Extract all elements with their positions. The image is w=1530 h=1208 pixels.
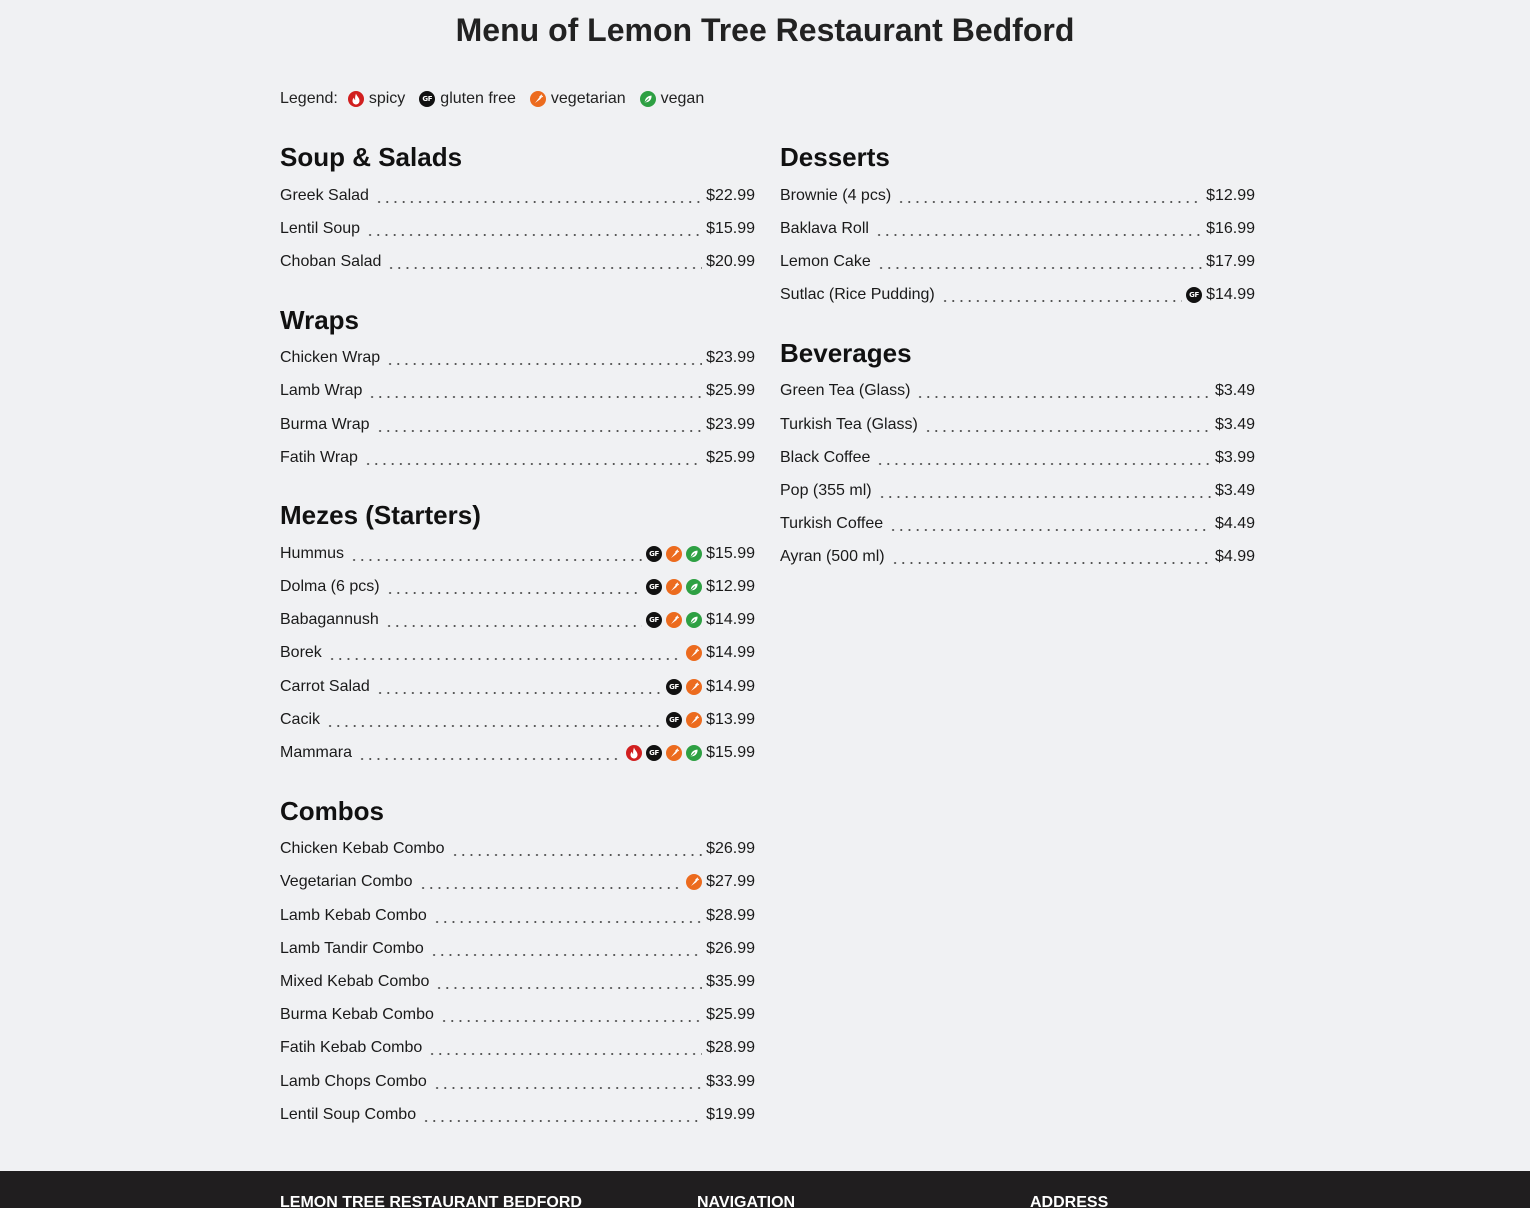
menu-item	[780, 212, 1255, 245]
dot-leader	[433, 906, 702, 926]
menu-item-price: $23.99	[706, 349, 755, 367]
menu-item-price: $15.99	[706, 219, 755, 237]
dot-leader	[385, 610, 642, 630]
menu-item-name: Hummus	[280, 544, 345, 562]
legend-item-spicy	[348, 90, 405, 108]
menu-item-price: $12.99	[1206, 186, 1255, 204]
menu-item-name: Babagannush	[280, 611, 379, 629]
legend	[280, 90, 718, 108]
dot-leader	[386, 577, 642, 597]
vegetarian-icon	[686, 679, 702, 695]
menu-item-name: Lamb Tandir Combo	[280, 939, 424, 957]
menu-item-name: Green Tea (Glass)	[780, 382, 911, 400]
menu-item-name: Dolma (6 pcs)	[280, 578, 380, 596]
menu-item-price: $4.99	[1214, 548, 1255, 566]
dietary-icons	[642, 579, 702, 595]
menu-item-price: $3.49	[1214, 415, 1255, 433]
vegan-icon	[640, 91, 656, 107]
menu-item-price: $15.99	[706, 544, 755, 562]
menu-item	[280, 245, 755, 278]
gluten-free-icon: GF	[419, 91, 435, 107]
dot-leader	[440, 1005, 702, 1025]
menu-item	[780, 245, 1255, 278]
gluten-free-icon: GF	[666, 712, 682, 728]
dietary-icons	[642, 546, 702, 562]
dot-leader	[941, 285, 1182, 305]
dietary-icons	[682, 874, 702, 890]
menu-item	[280, 375, 755, 408]
page-title: Menu of Lemon Tree Restaurant Bedford	[455, 12, 1075, 48]
menu-item-name: Black Coffee	[780, 448, 871, 466]
menu-item-price: $35.99	[706, 972, 755, 990]
menu-item-name: Mammara	[280, 744, 353, 762]
gluten-free-icon: GF	[1186, 287, 1202, 303]
spicy-icon	[348, 91, 364, 107]
section-gap	[280, 279, 755, 303]
dot-leader	[889, 514, 1211, 534]
dot-leader	[350, 544, 642, 564]
legend-label: Legend:	[280, 90, 338, 107]
menu-item-price: $19.99	[706, 1105, 755, 1123]
vegetarian-icon	[686, 712, 702, 728]
menu-item	[280, 899, 755, 932]
menu-item-price: $27.99	[706, 873, 755, 891]
legend-item-label: spicy	[368, 90, 406, 107]
menu-item	[780, 375, 1255, 408]
menu-item	[280, 866, 755, 899]
legend-item-vegan	[640, 90, 705, 108]
menu-item-name: Chicken Wrap	[280, 349, 381, 367]
gluten-free-icon: GF	[666, 679, 682, 695]
dot-leader	[368, 381, 702, 401]
menu-item	[280, 441, 755, 474]
menu-item-name: Lamb Wrap	[280, 382, 363, 400]
vegetarian-icon	[666, 546, 682, 562]
vegetarian-icon	[530, 91, 546, 107]
menu-item-name: Lamb Kebab Combo	[280, 906, 427, 924]
section-gap	[280, 474, 755, 498]
footer-heading-address: ADDRESS	[1030, 1194, 1109, 1208]
menu-item-name: Vegetarian Combo	[280, 873, 413, 891]
dot-leader	[376, 415, 703, 435]
dot-leader	[387, 252, 702, 272]
menu-item	[280, 999, 755, 1032]
legend-item-label: gluten free	[440, 90, 516, 107]
menu-item-price: $25.99	[706, 382, 755, 400]
vegetarian-icon	[666, 579, 682, 595]
dot-leader	[877, 252, 1202, 272]
dot-leader	[433, 1072, 702, 1092]
menu-item-price: $16.99	[1206, 219, 1255, 237]
vegan-icon	[686, 579, 702, 595]
menu-item	[280, 637, 755, 670]
menu-item-name: Burma Wrap	[280, 415, 370, 433]
menu-item-price: $28.99	[706, 1039, 755, 1057]
dot-leader	[386, 348, 702, 368]
menu-item	[280, 1032, 755, 1065]
menu-item-price: $3.49	[1214, 382, 1255, 400]
dot-leader	[435, 972, 702, 992]
menu-item-price: $3.99	[1214, 448, 1255, 466]
menu-item-price: $17.99	[1206, 252, 1255, 270]
gluten-free-icon: GF	[646, 745, 662, 761]
dot-leader	[878, 481, 1211, 501]
dietary-icons	[662, 679, 702, 695]
menu-item-name: Brownie (4 pcs)	[780, 186, 892, 204]
menu-item	[780, 474, 1255, 507]
menu-item	[280, 342, 755, 375]
spicy-icon	[626, 745, 642, 761]
menu-item-name: Borek	[280, 644, 322, 662]
menu-item	[280, 179, 755, 212]
dietary-icons	[1182, 287, 1202, 303]
menu-item-name: Choban Salad	[280, 252, 382, 270]
menu-item-price: $12.99	[706, 578, 755, 596]
dot-leader	[358, 743, 622, 763]
menu-column-left	[280, 140, 755, 1131]
menu-item	[780, 279, 1255, 312]
menu-item-name: Pop (355 ml)	[780, 481, 872, 499]
dot-leader	[364, 448, 702, 468]
menu-item	[280, 571, 755, 604]
menu-item-price: $22.99	[706, 186, 755, 204]
menu-item-name: Fatih Wrap	[280, 448, 358, 466]
menu-item-name: Fatih Kebab Combo	[280, 1039, 423, 1057]
vegan-icon	[686, 612, 702, 628]
menu-item-name: Lamb Chops Combo	[280, 1072, 427, 1090]
dot-leader	[422, 1105, 702, 1125]
menu-column-right	[780, 140, 1255, 574]
dot-leader	[875, 219, 1202, 239]
dot-leader	[891, 547, 1211, 567]
vegan-icon	[686, 546, 702, 562]
section-title: Beverages	[780, 337, 912, 368]
legend-item-gluten-free	[419, 90, 516, 108]
section-title: Desserts	[780, 142, 890, 172]
menu-item-price: $14.99	[706, 644, 755, 662]
section-gap	[280, 770, 755, 794]
dot-leader	[376, 677, 662, 697]
menu-item	[280, 1065, 755, 1098]
dot-leader	[924, 415, 1211, 435]
gluten-free-icon: GF	[646, 579, 662, 595]
menu-item-name: Mixed Kebab Combo	[280, 972, 430, 990]
legend-item-label: vegan	[660, 90, 705, 107]
menu-item-name: Turkish Tea (Glass)	[780, 415, 918, 433]
menu-item-name: Lemon Cake	[780, 252, 871, 270]
menu-item	[280, 670, 755, 703]
vegan-icon	[686, 745, 702, 761]
section-gap	[780, 312, 1255, 336]
menu-item	[780, 541, 1255, 574]
menu-item-name: Greek Salad	[280, 186, 369, 204]
menu-item-price: $13.99	[706, 710, 755, 728]
dot-leader	[326, 710, 662, 730]
menu-item-price: $14.99	[706, 677, 755, 695]
menu-item-name: Chicken Kebab Combo	[280, 840, 445, 858]
menu-item-name: Cacik	[280, 710, 321, 728]
menu-item	[780, 179, 1255, 212]
menu-item	[280, 736, 755, 769]
dot-leader	[366, 219, 702, 239]
dietary-icons	[622, 745, 702, 761]
menu-item-name: Carrot Salad	[280, 677, 370, 695]
menu-item-name: Baklava Roll	[780, 219, 869, 237]
menu-item	[280, 1098, 755, 1131]
menu-item-name: Lentil Soup	[280, 219, 361, 237]
dot-leader	[916, 381, 1211, 401]
dietary-icons	[682, 645, 702, 661]
site-footer	[0, 1171, 1530, 1208]
menu-item	[780, 441, 1255, 474]
footer-heading-navigation: NAVIGATION	[697, 1194, 796, 1208]
dot-leader	[430, 939, 702, 959]
menu-item-price: $25.99	[706, 1006, 755, 1024]
menu-item-price: $26.99	[706, 840, 755, 858]
menu-item-price: $15.99	[706, 744, 755, 762]
vegetarian-icon	[686, 874, 702, 890]
menu-item-price: $25.99	[706, 448, 755, 466]
menu-item-price: $14.99	[706, 611, 755, 629]
menu-item	[280, 833, 755, 866]
menu-item	[280, 932, 755, 965]
section-title: Wraps	[280, 304, 359, 335]
menu-item-name: Turkish Coffee	[780, 515, 884, 533]
dot-leader	[897, 186, 1202, 206]
dietary-icons	[662, 712, 702, 728]
menu-item-price: $23.99	[706, 415, 755, 433]
vegetarian-icon	[666, 745, 682, 761]
legend-item-label: vegetarian	[550, 90, 626, 107]
gluten-free-icon: GF	[646, 612, 662, 628]
menu-item-name: Sutlac (Rice Pudding)	[780, 286, 935, 304]
gluten-free-icon: GF	[646, 546, 662, 562]
menu-item	[780, 508, 1255, 541]
section-title: Mezes (Starters)	[280, 500, 481, 531]
menu-item	[280, 408, 755, 441]
menu-item-price: $4.49	[1214, 515, 1255, 533]
menu-item	[280, 703, 755, 736]
menu-item-price: $20.99	[706, 252, 755, 270]
footer-heading-restaurant: LEMON TREE RESTAURANT BEDFORD	[280, 1194, 582, 1208]
menu-item	[280, 604, 755, 637]
menu-item-price: $3.49	[1214, 481, 1255, 499]
dot-leader	[428, 1038, 702, 1058]
menu-item-price: $26.99	[706, 939, 755, 957]
dot-leader	[419, 872, 683, 892]
menu-item	[280, 212, 755, 245]
dot-leader	[328, 643, 682, 663]
dot-leader	[375, 186, 702, 206]
dot-leader	[451, 839, 703, 859]
menu-item	[280, 965, 755, 998]
legend-item-vegetarian	[530, 90, 626, 108]
menu-item-price: $33.99	[706, 1072, 755, 1090]
section-title: Combos	[280, 795, 384, 826]
menu-item-price: $28.99	[706, 906, 755, 924]
menu-item-price: $14.99	[1206, 286, 1255, 304]
menu-item-name: Ayran (500 ml)	[780, 548, 885, 566]
menu-item-name: Lentil Soup Combo	[280, 1105, 417, 1123]
menu-item	[280, 537, 755, 570]
menu-item	[780, 408, 1255, 441]
vegetarian-icon	[666, 612, 682, 628]
section-title: Soup & Salads	[280, 142, 463, 172]
dot-leader	[876, 448, 1211, 468]
vegetarian-icon	[686, 645, 702, 661]
dietary-icons	[642, 612, 702, 628]
menu-item-name: Burma Kebab Combo	[280, 1006, 434, 1024]
